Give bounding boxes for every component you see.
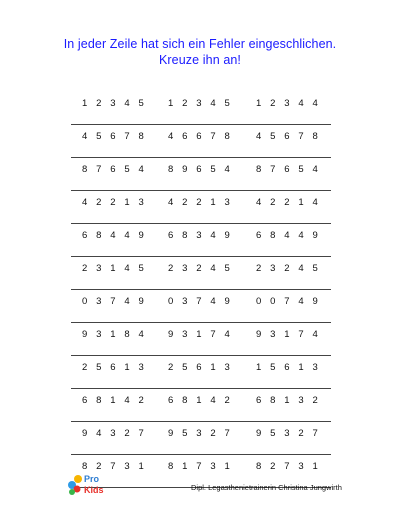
number-group[interactable]: 2 5 6 1 3 — [82, 362, 144, 373]
number-group[interactable]: 1 5 6 1 3 — [256, 362, 318, 373]
grid-row — [71, 224, 331, 257]
number-group[interactable]: 0 0 7 4 9 — [256, 296, 318, 307]
number-group[interactable]: 0 3 7 4 9 — [82, 296, 144, 307]
grid-row — [71, 389, 331, 422]
logo-text-bottom: Kids — [84, 485, 104, 495]
grid-row — [71, 422, 331, 455]
number-group[interactable]: 2 3 2 4 5 — [168, 263, 230, 274]
number-group[interactable]: 2 5 6 1 3 — [168, 362, 230, 373]
number-group[interactable]: 8 1 7 3 1 — [168, 461, 230, 472]
number-group[interactable]: 2 3 1 4 5 — [82, 263, 144, 274]
number-group[interactable]: 8 7 6 5 4 — [82, 164, 144, 175]
grid-row — [71, 158, 331, 191]
number-group[interactable]: 4 2 2 1 3 — [82, 197, 144, 208]
number-group[interactable]: 6 8 3 4 9 — [168, 230, 230, 241]
number-group[interactable]: 9 5 3 2 7 — [256, 428, 318, 439]
grid-row — [71, 191, 331, 224]
grid-row — [71, 92, 331, 125]
grid-row — [71, 125, 331, 158]
number-group[interactable]: 4 5 6 7 8 — [82, 131, 144, 142]
number-group[interactable]: 1 2 3 4 5 — [168, 98, 230, 109]
number-group[interactable]: 9 3 1 8 4 — [82, 329, 144, 340]
logo-text-top: Pro — [84, 474, 100, 484]
number-group[interactable]: 9 4 3 2 7 — [82, 428, 144, 439]
number-group[interactable]: 6 8 1 3 2 — [256, 395, 318, 406]
number-group[interactable]: 8 2 7 3 1 — [82, 461, 144, 472]
number-group[interactable]: 6 8 4 4 9 — [256, 230, 318, 241]
number-group[interactable]: 1 2 3 4 4 — [256, 98, 318, 109]
number-group[interactable]: 4 5 6 7 8 — [256, 131, 318, 142]
grid-row — [71, 290, 331, 323]
number-group[interactable]: 4 2 2 1 4 — [256, 197, 318, 208]
number-group[interactable]: 9 5 3 2 7 — [168, 428, 230, 439]
footer-author: Dipl. Legasthenietrainerin Christina Jungwirth — [191, 483, 342, 492]
number-group[interactable]: 9 3 1 7 4 — [168, 329, 230, 340]
number-grid — [71, 92, 331, 488]
title-line-1: In jeder Zeile hat sich ein Fehler eingeschlichen. — [63, 37, 337, 51]
number-group[interactable]: 4 2 2 1 3 — [168, 197, 230, 208]
prokids-logo — [66, 470, 104, 498]
grid-row — [71, 257, 331, 290]
grid-row — [71, 323, 331, 356]
number-group[interactable]: 6 8 1 4 2 — [168, 395, 230, 406]
title-line-2: Kreuze ihn an! — [158, 53, 241, 67]
number-group[interactable]: 2 3 2 4 5 — [256, 263, 318, 274]
number-group[interactable]: 6 8 1 4 2 — [82, 395, 144, 406]
grid-row — [71, 356, 331, 389]
number-group[interactable]: 8 7 6 5 4 — [256, 164, 318, 175]
number-group[interactable]: 8 9 6 5 4 — [168, 164, 230, 175]
number-group[interactable]: 6 8 4 4 9 — [82, 230, 144, 241]
number-group[interactable]: 9 3 1 7 4 — [256, 329, 318, 340]
number-group[interactable]: 0 3 7 4 9 — [168, 296, 230, 307]
number-group[interactable]: 4 6 6 7 8 — [168, 131, 230, 142]
worksheet-title — [0, 36, 400, 68]
number-group[interactable]: 1 2 3 4 5 — [82, 98, 144, 109]
number-group[interactable]: 8 2 7 3 1 — [256, 461, 318, 472]
